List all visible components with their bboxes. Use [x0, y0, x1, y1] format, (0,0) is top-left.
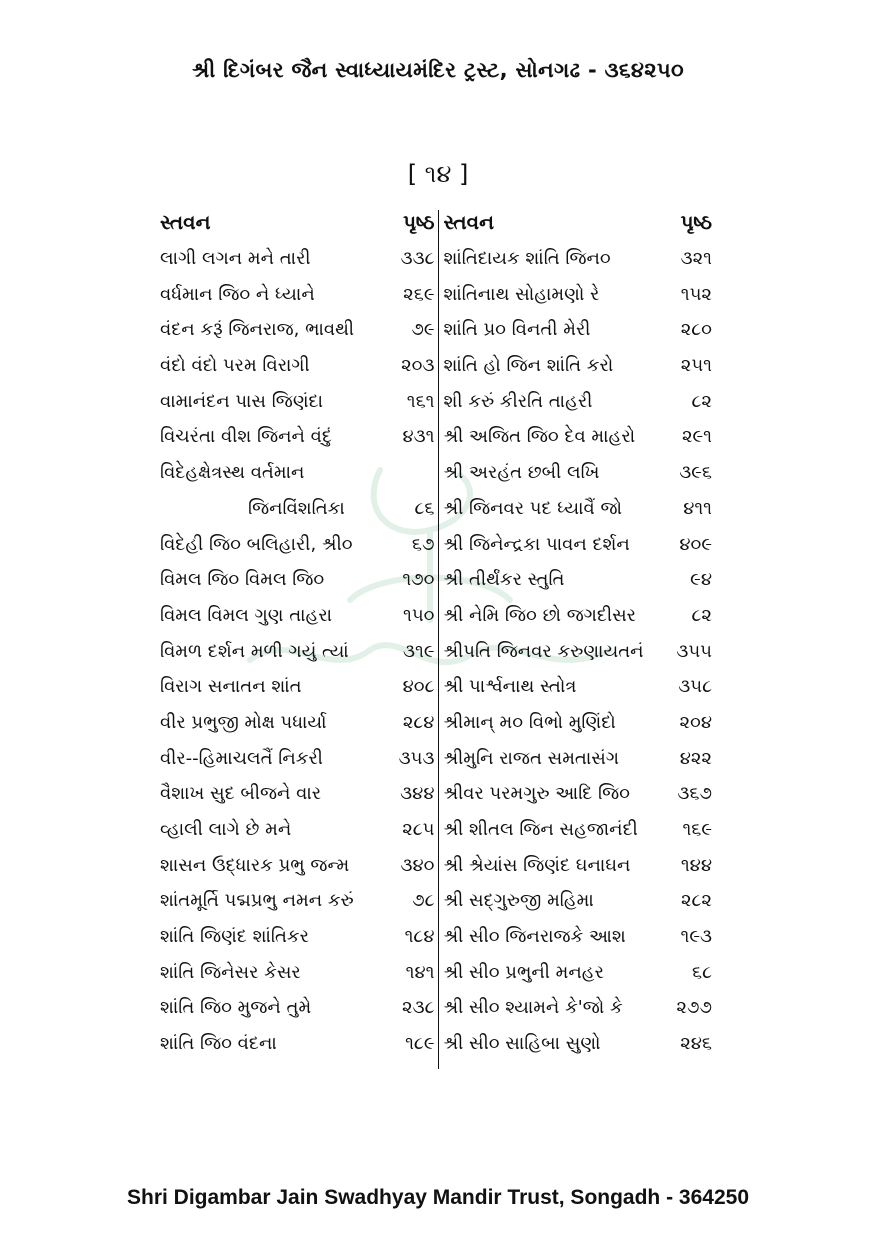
hymn-title: શાસન ઉદ્ધારક પ્રભુ જન્મ — [160, 854, 350, 876]
index-column-left — [160, 210, 439, 1069]
page-ref: ૮૨ — [691, 390, 712, 412]
page-ref: ૧૪૪ — [680, 854, 712, 876]
index-entry — [443, 926, 712, 962]
hymn-title: શાંતમૂર્તિ પદ્મપ્રભુ નમન કરું — [160, 890, 354, 912]
page-heading: પૃષ્ઠ — [403, 210, 435, 234]
page-ref: ૨૮૦ — [680, 319, 712, 341]
index-entry — [443, 284, 712, 320]
index-entry — [443, 748, 712, 784]
index-entry — [160, 426, 434, 462]
page-ref: ૪૨૨ — [679, 747, 712, 769]
index-entry — [443, 783, 712, 819]
page-number: [ ૧૪ ] — [407, 160, 469, 188]
page-ref: ૬૮ — [692, 961, 712, 983]
hymn-title: શ્રી સી૦ જિનરાજકે આશ — [443, 926, 626, 948]
hymn-title: શ્રીવર પરમગુરુ આદિ જિ૦ — [443, 783, 630, 805]
page-ref: ૩૪૦ — [400, 854, 435, 876]
hymn-title: વંદન કરૂં જિનરાજ, ભાવથી — [160, 319, 355, 341]
page-ref: ૩૪૪ — [400, 783, 435, 805]
hymn-title: વિરાગ સનાતન શાંત — [160, 676, 302, 698]
page-ref: ૨૫૧ — [680, 355, 712, 377]
index-entry — [443, 498, 712, 534]
column-header — [443, 210, 712, 248]
hymn-title: શ્રી અરહંત છબી લખિ — [443, 462, 600, 484]
index-entry — [160, 783, 434, 819]
index-entry — [443, 319, 712, 355]
index-entry — [443, 1033, 712, 1069]
page-footer: Shri Digambar Jain Swadhyay Mandir Trust, Songadh - 364250 — [126, 1186, 749, 1209]
page-ref: ૨૭૭ — [676, 997, 712, 1019]
page-ref: ૩૧૯ — [403, 640, 435, 662]
index-entry — [160, 605, 434, 641]
index-entry — [443, 962, 712, 998]
hymn-title: શી કરું કીરતિ તાહરી — [443, 390, 593, 412]
hymn-title: શ્રી સદ્‌ગુરુજી મહિમા — [443, 890, 594, 912]
hymn-title: વિદેહક્ષેત્રસ્થ વર્તમાન — [160, 462, 305, 484]
title-heading: સ્તવન — [443, 210, 495, 234]
index-entry — [160, 676, 434, 712]
hymn-title: વિમળ દર્શન મળી ગયું ત્યાં — [160, 640, 349, 662]
page-ref: ૩૯૬ — [679, 462, 712, 484]
page-heading: પૃષ્ઠ — [680, 210, 712, 234]
hymn-title: શ્રી સી૦ સાહિબા સુણો — [443, 1033, 601, 1055]
hymn-title: શ્રી શ્રેયાંસ જિણંદ ઘનાઘન — [443, 854, 631, 876]
hymn-title: શ્રી જિનેન્દ્રકા પાવન દર્શન — [443, 533, 630, 555]
index-entry — [443, 248, 712, 284]
page-header: શ્રી દિગંબર જૈન સ્વાધ્યાયમંદિર ટ્રસ્ટ, સોનગઢ - ૩૬૪૨૫૦ — [192, 58, 684, 82]
index-column-right — [439, 210, 712, 1069]
column-header — [160, 210, 434, 248]
index-entry — [443, 569, 712, 605]
hymn-title: શાંતિદાયક શાંતિ જિન૦ — [443, 248, 611, 269]
page-ref: ૨૮૨ — [680, 890, 712, 912]
title-heading: સ્તવન — [160, 210, 211, 234]
page-ref: ૧૬૧ — [406, 390, 435, 412]
page-ref: ૪૦૮ — [402, 676, 435, 698]
hymn-title: શ્રી તીર્થંકર સ્તુતિ — [443, 569, 565, 591]
hymn-title: વિમલ વિમલ ગુણ તાહરા — [160, 604, 333, 626]
hymn-title: વામાનંદન પાસ જિણંદા — [160, 390, 324, 412]
page-ref: ૨૦૩ — [401, 355, 435, 377]
hymn-title: શ્રી જિનવર પદ ધ્યાવૈં જો — [443, 497, 622, 519]
index-entry — [443, 391, 712, 427]
page-ref: ૧૭૦ — [402, 569, 435, 591]
index-entry — [160, 819, 434, 855]
page-ref: ૨૮૫ — [402, 819, 435, 840]
hymn-index — [160, 210, 712, 1069]
index-entry — [443, 426, 712, 462]
hymn-title: વિમલ જિ૦ વિમલ જિ૦ — [160, 569, 325, 591]
index-entry — [160, 855, 434, 891]
hymn-title: શ્રી શીતલ જિન સહજાનંદી — [443, 819, 638, 840]
index-entry — [160, 248, 434, 284]
hymn-title: વિચરંતા વીશ જિનને વંદું — [160, 426, 332, 448]
page-ref: ૩૨૧ — [680, 248, 712, 269]
index-entry — [160, 462, 434, 498]
index-entry — [160, 319, 434, 355]
hymn-title: શ્રી સી૦ શ્યામને કે'જો કે — [443, 997, 623, 1019]
hymn-title: શાંતિ પ્ર૦ વિનતી મેરી — [443, 319, 591, 341]
index-entry — [443, 462, 712, 498]
page-ref: ૧૫૦ — [403, 604, 435, 626]
hymn-title: શાંતિ જિ૦ વંદના — [160, 1033, 277, 1055]
index-entry — [160, 1033, 434, 1069]
hymn-title: જિનવિંશતિકા — [248, 497, 345, 519]
hymn-title: વીર પ્રભુજી મોક્ષ પધાર્યા — [160, 711, 327, 733]
page-ref: ૧૪૧ — [405, 961, 435, 983]
hymn-title: લાગી લગન મને તારી — [160, 248, 311, 269]
page-ref: ૭૮ — [412, 890, 435, 912]
page-ref: ૨૮૪ — [402, 711, 435, 733]
index-entry — [443, 676, 712, 712]
hymn-title: શ્રી પાર્શ્વનાથ સ્તોત્ર — [443, 676, 577, 698]
page-ref: ૩૫૮ — [678, 676, 712, 698]
index-entry — [443, 890, 712, 926]
page-ref: ૨૪૬ — [680, 1033, 712, 1055]
page-ref: ૪૧૧ — [683, 497, 712, 519]
index-entry — [160, 712, 434, 748]
hymn-title: શ્રી નેમિ જિ૦ છો જગદીસર — [443, 604, 636, 626]
hymn-title: શાંતિ જિનેસર કેસર — [160, 961, 301, 983]
page-ref: ૧૬૯ — [682, 819, 712, 840]
index-entry — [160, 284, 434, 320]
index-entry — [443, 534, 712, 570]
page-ref: ૮૨ — [691, 604, 712, 626]
index-entry — [160, 890, 434, 926]
hymn-title: શાંતિ જિણંદ શાંતિકર — [160, 926, 309, 948]
page-ref: ૭૯ — [411, 319, 435, 341]
index-entry — [160, 748, 434, 784]
page-ref: ૨૯૧ — [681, 426, 712, 448]
hymn-title: શ્રી સી૦ પ્રભુની મનહર — [443, 961, 604, 983]
index-entry — [160, 355, 434, 391]
page-ref: ૧૮૯ — [405, 1033, 435, 1055]
index-entry — [160, 534, 434, 570]
index-entry — [160, 997, 434, 1033]
page-ref: ૧૯૩ — [680, 926, 712, 948]
page-ref: ૩૫૩ — [398, 747, 435, 769]
hymn-title: શ્રીપતિ જિનવર કરુણાયતનં — [443, 640, 644, 662]
hymn-title: વંદો વંદો પરમ વિરાગી — [160, 355, 310, 377]
hymn-title: વર્ધમાન જિ૦ ને ધ્યાને — [160, 283, 315, 305]
hymn-title: વીર--હિમાચલતૈં નિકરી — [160, 747, 323, 769]
hymn-title: શાંતિ જિ૦ મુજને તુમે — [160, 997, 312, 1019]
page-ref: ૧૮૪ — [404, 926, 435, 948]
page-ref: ૨૩૮ — [402, 997, 435, 1019]
hymn-title: શ્રીમાન્ મ૦ વિભો મુણિંદો — [443, 711, 616, 733]
index-entry — [443, 819, 712, 855]
index-entry — [443, 712, 712, 748]
hymn-title: શ્રી અજિત જિ૦ દેવ માહરો — [443, 426, 636, 448]
index-entry — [443, 997, 712, 1033]
hymn-title: શાંતિ હો જિન શાંતિ કરો — [443, 355, 614, 377]
hymn-title: વિદેહી જિ૦ બલિહારી, શ્રી૦ — [160, 533, 353, 555]
page-ref: ૩૩૮ — [400, 248, 435, 269]
index-entry — [443, 641, 712, 677]
page-ref: ૩૫૫ — [676, 640, 712, 662]
page-ref: ૯૪ — [690, 569, 712, 591]
page-ref: ૬૭ — [411, 533, 435, 555]
hymn-title: વ્હાલી લાગે છે મને — [160, 819, 292, 840]
hymn-title: વૈશાખ સુદ બીજને વાર — [160, 783, 322, 805]
index-entry — [160, 962, 434, 998]
index-entry — [160, 569, 434, 605]
hymn-title: શાંતિનાથ સોહામણો રે — [443, 283, 600, 305]
hymn-title: શ્રીમુનિ રાજત સમતાસંગ — [443, 747, 619, 769]
index-entry — [443, 855, 712, 891]
page-ref: ૪૦૯ — [679, 533, 712, 555]
index-entry — [160, 391, 434, 427]
page-ref: ૮૬ — [414, 497, 435, 519]
index-entry — [443, 605, 712, 641]
page-ref: ૨૦૪ — [679, 711, 712, 733]
index-entry — [160, 498, 434, 534]
index-entry — [160, 641, 434, 677]
page-ref: ૩૬૭ — [677, 783, 712, 805]
index-entry — [443, 355, 712, 391]
page-ref: ૪૩૧ — [402, 426, 435, 448]
index-entry — [160, 926, 434, 962]
page-ref: ૨૬૯ — [403, 283, 435, 305]
page-ref: ૧૫૨ — [680, 283, 712, 305]
